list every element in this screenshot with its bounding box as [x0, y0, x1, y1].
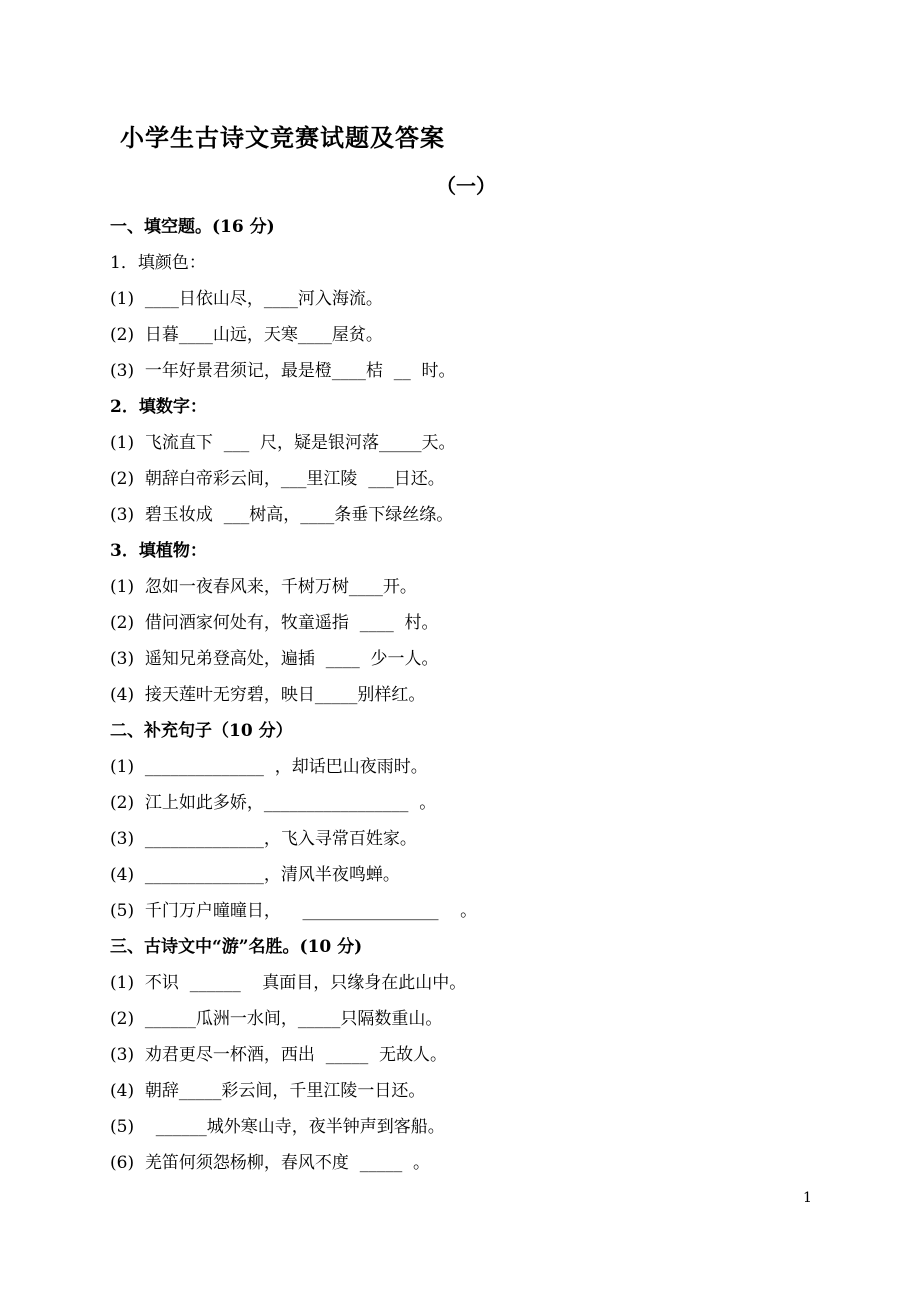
- section-heading: 一、填空题。(16 分): [110, 217, 275, 237]
- question-line: (5) 千门万户曈曈日， ________________ 。: [110, 901, 478, 921]
- question-line: (6) 羌笛何须怨杨柳，春风不度 _____ 。: [110, 1153, 431, 1173]
- question-line: (1) 飞流直下 ___ 尺，疑是银河落_____天。: [110, 433, 456, 453]
- question-line: (4) 朝辞_____彩云间，千里江陵一日还。: [110, 1081, 426, 1101]
- question-line: 1．填颜色：: [110, 253, 206, 273]
- subsection-heading: 2．填数字：: [110, 397, 207, 417]
- question-line: (2) 日暮____山远，天寒____屋贫。: [110, 325, 383, 345]
- question-line: (2) 借问酒家何处有，牧童遥指 ____ 村。: [110, 613, 439, 633]
- question-line: (2) ______瓜洲一水间，_____只隔数重山。: [110, 1009, 443, 1029]
- question-line: (3) 一年好景君须记，最是橙____桔 __ 时。: [110, 361, 456, 381]
- question-line: (1) ____日依山尽，____河入海流。: [110, 289, 383, 309]
- question-line: (3) 遥知兄弟登高处，遍插 ____ 少一人。: [110, 649, 439, 669]
- question-line: (3) ______________，飞入寻常百姓家。: [110, 829, 417, 849]
- document-title: 小学生古诗文竞赛试题及答案: [120, 123, 445, 152]
- section-heading: 三、古诗文中“游”名胜。(10 分): [110, 937, 363, 957]
- question-line: (4) 接天莲叶无穷碧，映日_____别样红。: [110, 685, 426, 705]
- question-line: (1) 不识 ______ 真面目，只缘身在此山中。: [110, 973, 467, 993]
- question-line: (4) ______________，清风半夜鸣蝉。: [110, 865, 400, 885]
- question-line: (3) 碧玉妆成 ___树高，____条垂下绿丝绦。: [110, 505, 454, 525]
- question-line: (1) 忽如一夜春风来，千树万树____开。: [110, 577, 417, 597]
- question-line: (1) ______________ ，却话巴山夜雨时。: [110, 757, 428, 777]
- section-number: （一）: [436, 174, 496, 198]
- subsection-heading: 3．填植物：: [110, 541, 207, 561]
- question-line: (3) 劝君更尽一杯酒，西出 _____ 无故人。: [110, 1045, 448, 1065]
- question-line: (2) 朝辞白帝彩云间，___里江陵 ___日还。: [110, 469, 445, 489]
- page-number: 1: [803, 1190, 812, 1206]
- section-heading: 二、补充句子（10 分）: [110, 721, 293, 741]
- question-line: (2) 江上如此多娇，_________________ 。: [110, 793, 437, 813]
- question-line: (5) ______城外寒山寺，夜半钟声到客船。: [110, 1117, 445, 1137]
